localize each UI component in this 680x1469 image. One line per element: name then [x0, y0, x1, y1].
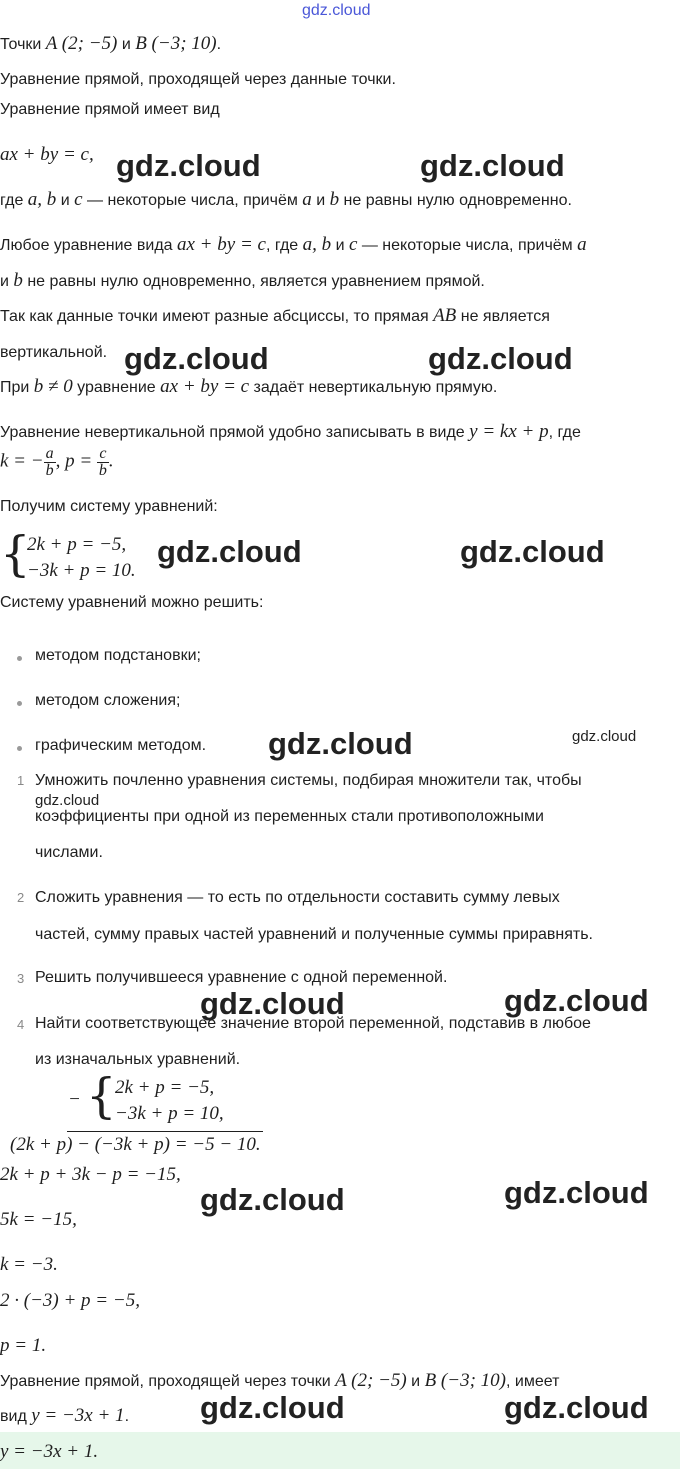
math: b ≠ 0	[33, 376, 73, 397]
text: , где	[265, 237, 303, 254]
point-b: B (−3; 10)	[135, 33, 217, 54]
text: Точки	[0, 36, 46, 53]
math: a	[577, 234, 587, 255]
text: и	[56, 192, 75, 209]
subtraction-eq-2: −3k + p = 10,	[115, 1103, 224, 1124]
text: Уравнение прямой, проходящей через точки	[0, 1373, 336, 1390]
text: и	[0, 273, 14, 290]
answer-box	[0, 1432, 680, 1469]
abscissa-line-2: вертикальной.	[0, 344, 108, 361]
step-line: коэффициенты при одной из переменных стали противоположными	[35, 808, 544, 825]
slope-definition	[0, 446, 114, 479]
text: вид	[0, 1408, 32, 1425]
subtraction-eq-1: 2k + p = −5,	[115, 1077, 215, 1098]
bullet-icon	[17, 701, 22, 706]
watermark: gdz.cloud	[35, 792, 100, 809]
fraction-c-b	[97, 446, 109, 479]
system-eq-1: 2k + p = −5,	[27, 534, 127, 555]
text: Любое уравнение вида	[0, 237, 177, 254]
watermark: gdz.cloud	[200, 1390, 345, 1425]
text: — некоторые числа, причём	[357, 237, 578, 254]
math: y = kx + p	[469, 421, 549, 442]
watermark: gdz.cloud	[460, 534, 605, 569]
bullet-icon	[17, 746, 22, 751]
text: — некоторые числа, причём	[82, 192, 303, 209]
where-line	[0, 190, 572, 211]
methods-intro: Систему уравнений можно решить:	[0, 594, 264, 611]
math: , p =	[55, 450, 97, 472]
general-equation: ax + by = c,	[0, 144, 94, 165]
math: ax + by = c	[177, 234, 266, 255]
text: и	[331, 237, 349, 254]
conclusion-line	[0, 1371, 559, 1392]
solution-line: 5k = −15,	[0, 1209, 77, 1230]
watermark: gdz.cloud	[504, 983, 649, 1018]
step-number: 3	[17, 971, 25, 986]
conclusion-line-2	[0, 1406, 129, 1427]
text: не равны нулю одновременно, является уравнением прямой.	[22, 273, 485, 290]
subtraction-rule	[67, 1131, 263, 1132]
method-item: графическим методом.	[35, 737, 207, 754]
text: не является	[456, 308, 550, 325]
math: a	[302, 189, 312, 210]
watermark: gdz.cloud	[157, 534, 302, 569]
math: AB	[433, 305, 457, 326]
text: задаёт невертикальную прямую.	[249, 379, 498, 396]
step-line: числами.	[35, 844, 103, 861]
math: c	[348, 234, 358, 255]
step-line: Умножить почленно уравнения системы, подбирая множители так, чтобы	[35, 772, 582, 789]
solution-line: p = 1.	[0, 1335, 47, 1356]
text: не равны нулю одновременно.	[339, 192, 572, 209]
math: ax + by = c	[160, 376, 250, 397]
math: a, b	[27, 189, 57, 210]
system-intro: Получим систему уравнений:	[0, 498, 218, 515]
watermark: gdz.cloud	[116, 148, 261, 183]
text: где	[0, 192, 28, 209]
step-number: 2	[17, 890, 25, 905]
step-line: Решить получившееся уравнение с одной переменной.	[35, 969, 448, 986]
text: Уравнение невертикальной прямой удобно записывать в виде	[0, 424, 470, 441]
text: и	[311, 192, 330, 209]
point-a: A (2; −5)	[335, 1370, 407, 1391]
watermark: gdz.cloud	[428, 341, 573, 376]
slope-form-line	[0, 422, 581, 443]
text: и	[406, 1373, 425, 1390]
answer: y = −3x + 1.	[0, 1441, 99, 1462]
step-number: 4	[17, 1017, 25, 1032]
step-line: из изначальных уравнений.	[35, 1051, 241, 1068]
numerator: c	[99, 445, 107, 462]
bullet-icon	[17, 656, 22, 661]
text: , имеет	[505, 1373, 560, 1390]
numerator: a	[45, 445, 54, 462]
math: y = −3x + 1	[31, 1405, 125, 1426]
general-form-intro: Уравнение прямой имеет вид	[0, 101, 220, 118]
watermark: gdz.cloud	[504, 1390, 649, 1425]
system-eq-2: −3k + p = 10.	[27, 560, 136, 581]
step-line: частей, сумму правых частей уравнений и полученные суммы приравнять.	[35, 926, 593, 943]
solution-line: 2 · (−3) + p = −5,	[0, 1290, 140, 1311]
nonvertical-line	[0, 377, 497, 398]
text: и	[117, 36, 136, 53]
text: уравнение	[72, 379, 161, 396]
text: .	[124, 1408, 130, 1425]
math: c	[74, 189, 83, 210]
watermark: gdz.cloud	[504, 1175, 649, 1210]
text: При	[0, 379, 34, 396]
denominator: b	[98, 462, 107, 479]
solution-line: k = −3.	[0, 1254, 58, 1275]
math: b	[13, 270, 23, 291]
math: k = −	[0, 450, 44, 472]
watermark: gdz.cloud	[200, 1182, 345, 1217]
solution-line: 2k + p + 3k − p = −15,	[0, 1164, 181, 1185]
watermark: gdz.cloud	[420, 148, 565, 183]
system-brace: {	[86, 1068, 117, 1124]
math: .	[108, 450, 114, 472]
method-item: методом сложения;	[35, 692, 181, 709]
fraction-a-b	[44, 446, 56, 479]
points-line	[0, 34, 221, 55]
denominator: b	[45, 462, 54, 479]
any-equation-line	[0, 235, 587, 256]
minus-sign: −	[68, 1089, 81, 1110]
any-equation-line-2	[0, 271, 485, 292]
point-a: A (2; −5)	[45, 33, 118, 54]
text: Так как данные точки имеют разные абсциссы, то прямая	[0, 308, 434, 325]
point-b: B (−3; 10)	[424, 1370, 506, 1391]
line-intro: Уравнение прямой, проходящей через данные точки.	[0, 71, 396, 88]
watermark: gdz.cloud	[200, 986, 345, 1021]
watermark: gdz.cloud	[124, 341, 269, 376]
header-watermark[interactable]: gdz.cloud	[302, 2, 371, 19]
step-number: 1	[17, 773, 25, 788]
subtraction-result: (2k + p) − (−3k + p) = −5 − 10.	[10, 1134, 261, 1155]
math: b	[329, 189, 340, 210]
step-line: Сложить уравнения — то есть по отдельности составить сумму левых	[35, 889, 560, 906]
step-line: Найти соответствующее значение второй переменной, подставив в любое	[35, 1015, 591, 1032]
watermark: gdz.cloud	[572, 728, 637, 745]
watermark: gdz.cloud	[268, 726, 413, 761]
text: , где	[548, 424, 581, 441]
method-item: методом подстановки;	[35, 647, 201, 664]
text: .	[216, 36, 222, 53]
system-brace: {	[0, 526, 31, 582]
abscissa-line	[0, 306, 550, 327]
math: a, b	[302, 234, 332, 255]
